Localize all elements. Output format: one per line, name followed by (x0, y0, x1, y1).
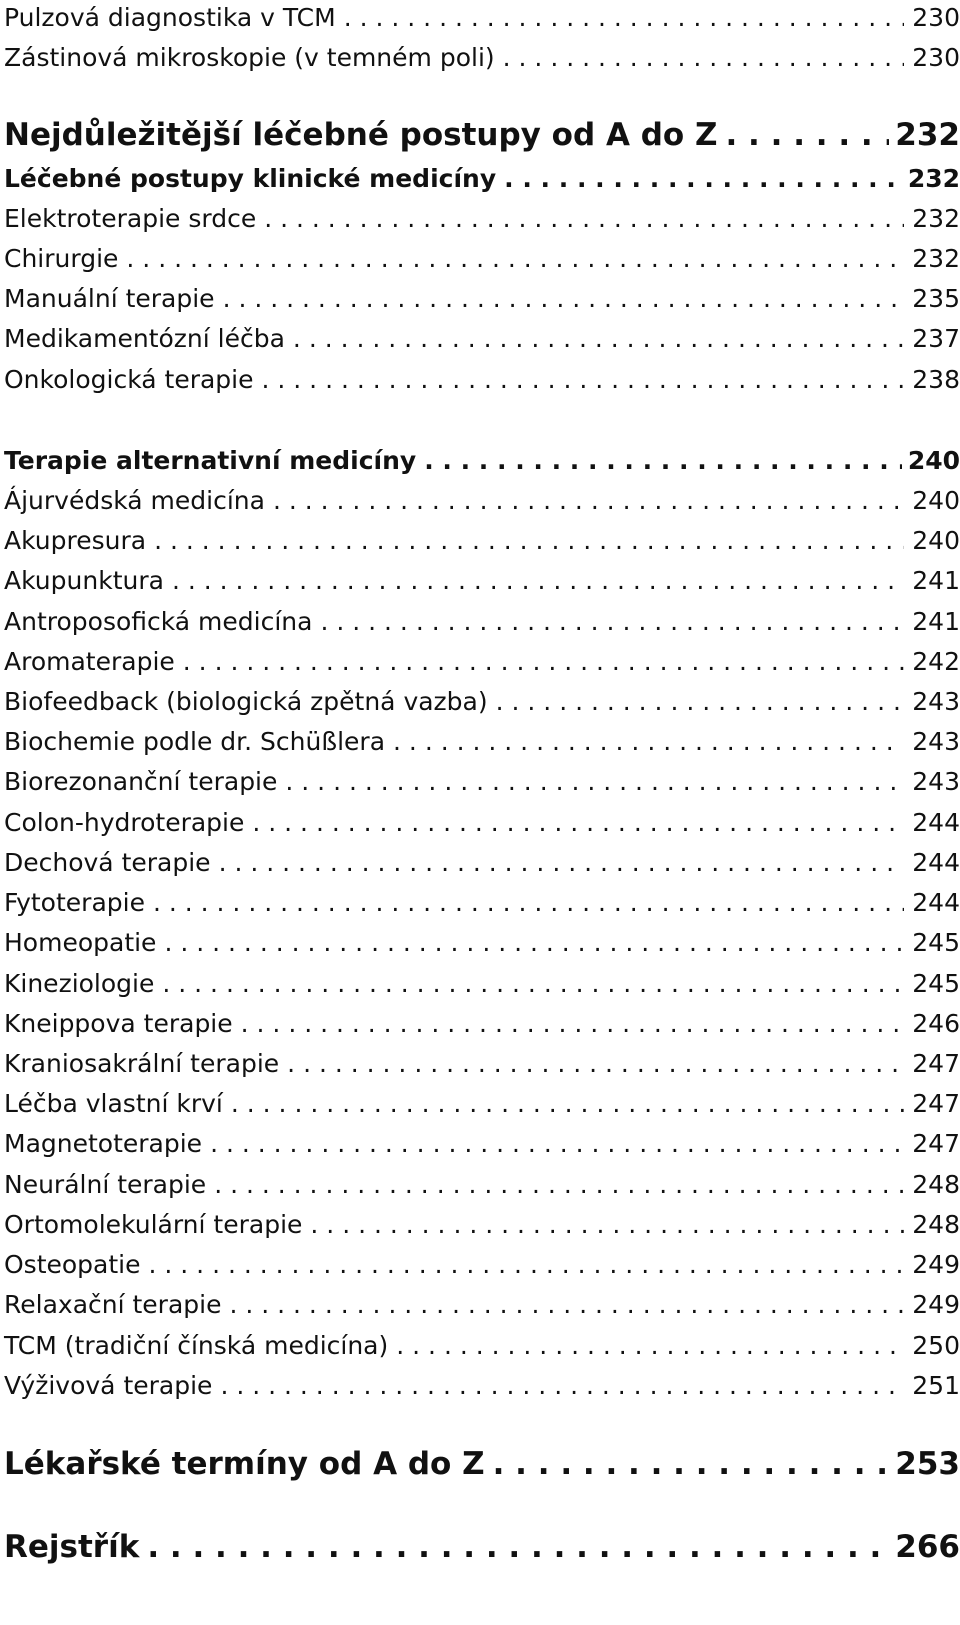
toc-entry[interactable] (4, 1252, 960, 1277)
toc-entry-page: 266 (895, 1529, 960, 1565)
toc-entry-title: Ortomolekulární terapie (4, 1210, 303, 1239)
toc-entry-title: Elektroterapie srdce (4, 204, 257, 233)
toc-entry[interactable] (4, 1051, 960, 1076)
toc-entry-page: 249 (912, 1290, 960, 1319)
toc-entry[interactable] (4, 488, 960, 513)
dot-leader (344, 5, 904, 30)
dot-leader (503, 45, 904, 70)
toc-entry-page: 232 (912, 244, 960, 273)
dot-leader (210, 1131, 904, 1156)
toc-entry-title: Magnetoterapie (4, 1129, 203, 1158)
toc-section-heading[interactable] (4, 117, 960, 153)
toc-entry-page: 248 (912, 1170, 960, 1199)
toc-entry-page: 235 (912, 284, 960, 313)
toc-entry-page: 247 (912, 1089, 960, 1118)
toc-entry-title: Chirurgie (4, 244, 119, 273)
dot-leader (252, 810, 904, 835)
toc-entry-page: 245 (912, 928, 960, 957)
toc-entry[interactable] (4, 930, 960, 955)
dot-leader (162, 971, 904, 996)
toc-entry[interactable] (4, 568, 960, 593)
dot-leader (149, 1252, 905, 1277)
dot-leader (220, 1373, 904, 1398)
toc-entry-page: 245 (912, 969, 960, 998)
toc-entry[interactable] (4, 769, 960, 794)
toc-entry-title: Neurální terapie (4, 1170, 207, 1199)
toc-entry-title: Terapie alternativní medicíny (4, 446, 417, 475)
toc-entry-title: Biofeedback (biologická zpětná vazba) (4, 687, 488, 716)
toc-entry[interactable] (4, 286, 960, 311)
toc-entry-page: 246 (912, 1009, 960, 1038)
toc-entry-page: 247 (912, 1129, 960, 1158)
toc-entry-title: Biorezonanční terapie (4, 767, 278, 796)
toc-entry[interactable] (4, 528, 960, 553)
toc-entry-page: 237 (912, 324, 960, 353)
toc-section-heading[interactable] (4, 1446, 960, 1482)
toc-entry[interactable] (4, 810, 960, 835)
dot-leader (285, 769, 904, 794)
toc-entry-title: Léčba vlastní krví (4, 1089, 223, 1118)
toc-entry-title: Kraniosakrální terapie (4, 1049, 280, 1078)
toc-entry-title: Manuální terapie (4, 284, 215, 313)
toc-entry-page: 250 (912, 1331, 960, 1360)
dot-leader (496, 689, 904, 714)
toc-entry-page: 251 (912, 1371, 960, 1400)
dot-leader (287, 1051, 904, 1076)
dot-leader (214, 1172, 904, 1197)
toc-entry[interactable] (4, 206, 960, 231)
toc-entry-title: Nejdůležitější léčebné postupy od A do Z (4, 117, 718, 153)
dot-leader (223, 286, 904, 311)
dot-leader (126, 246, 904, 271)
toc-entry-title: Onkologická terapie (4, 365, 254, 394)
toc-entry-page: 230 (912, 3, 960, 32)
dot-leader (504, 166, 902, 191)
toc-entry-page: 244 (912, 888, 960, 917)
dot-leader (241, 1011, 904, 1036)
toc-entry-page: 253 (895, 1446, 960, 1482)
toc-entry-page: 240 (912, 526, 960, 555)
toc-entry-title: Rejstřík (4, 1529, 140, 1565)
dot-leader (293, 326, 904, 351)
toc-entry-title: Akupresura (4, 526, 147, 555)
toc-entry-page: 242 (912, 647, 960, 676)
toc-entry-page: 243 (912, 727, 960, 756)
toc-entry-title: Ájurvédská medicína (4, 486, 265, 515)
toc-entry-title: Akupunktura (4, 566, 164, 595)
toc-entry[interactable] (4, 850, 960, 875)
toc-entry-title: Relaxační terapie (4, 1290, 222, 1319)
toc-entry-page: 232 (907, 164, 960, 193)
toc-entry[interactable] (4, 1131, 960, 1156)
toc-entry-title: Osteopatie (4, 1250, 141, 1279)
toc-entry-page: 244 (912, 848, 960, 877)
toc-entry-page: 243 (912, 687, 960, 716)
dot-leader (273, 488, 904, 513)
dot-leader (147, 1532, 889, 1563)
dot-leader (493, 1449, 890, 1480)
toc-entry-page: 238 (912, 365, 960, 394)
toc-entry[interactable] (4, 1011, 960, 1036)
toc-entry[interactable] (4, 729, 960, 754)
toc-entry[interactable] (4, 649, 960, 674)
toc-entry-title: Zástinová mikroskopie (v temném poli) (4, 43, 495, 72)
toc-entry-title: Aromaterapie (4, 647, 175, 676)
dot-leader (396, 1333, 904, 1358)
dot-leader (262, 367, 905, 392)
toc-entry-page: 243 (912, 767, 960, 796)
toc-entry-page: 240 (912, 486, 960, 515)
toc-entry-page: 249 (912, 1250, 960, 1279)
toc-subsection-heading[interactable] (4, 448, 960, 473)
toc-entry[interactable] (4, 689, 960, 714)
toc-entry-title: Lékařské termíny od A do Z (4, 1446, 485, 1482)
toc-entry-page: 241 (912, 566, 960, 595)
dot-leader (172, 568, 904, 593)
toc-entry-title: Léčebné postupy klinické medicíny (4, 164, 497, 193)
toc-entry-page: 248 (912, 1210, 960, 1239)
dot-leader (183, 649, 904, 674)
toc-entry[interactable] (4, 1373, 960, 1398)
toc-entry-title: Colon-hydroterapie (4, 808, 245, 837)
toc-entry[interactable] (4, 246, 960, 271)
dot-leader (219, 850, 904, 875)
dot-leader (310, 1212, 904, 1237)
toc-entry-title: Výživová terapie (4, 1371, 213, 1400)
toc-entry-title: Homeopatie (4, 928, 157, 957)
toc-entry-title: Pulzová diagnostika v TCM (4, 3, 336, 32)
toc-entry[interactable] (4, 1212, 960, 1237)
toc-entry-page: 241 (912, 607, 960, 636)
toc-entry-title: Kineziologie (4, 969, 155, 998)
dot-leader (229, 1292, 904, 1317)
toc-entry-title: Fytoterapie (4, 888, 145, 917)
toc-entry-title: Medikamentózní léčba (4, 324, 285, 353)
toc-entry-page: 240 (907, 446, 960, 475)
dot-leader (264, 206, 904, 231)
toc-entry[interactable] (4, 45, 960, 70)
toc-entry-title: Biochemie podle dr. Schüßlera (4, 727, 386, 756)
dot-leader (725, 120, 889, 151)
toc-entry-title: Dechová terapie (4, 848, 211, 877)
dot-leader (231, 1091, 904, 1116)
toc-entry[interactable] (4, 326, 960, 351)
toc-entry-page: 230 (912, 43, 960, 72)
toc-entry[interactable] (4, 1292, 960, 1317)
toc-entry[interactable] (4, 609, 960, 634)
toc-entry[interactable] (4, 1091, 960, 1116)
toc-entry-page: 244 (912, 808, 960, 837)
toc-entry-page: 247 (912, 1049, 960, 1078)
toc-entry[interactable] (4, 5, 960, 30)
dot-leader (153, 890, 904, 915)
toc-section-heading[interactable] (4, 1529, 960, 1565)
toc-entry-page: 232 (895, 117, 960, 153)
dot-leader (164, 930, 904, 955)
dot-leader (320, 609, 904, 634)
toc-entry[interactable] (4, 1333, 960, 1358)
toc-entry-title: TCM (tradiční čínská medicína) (4, 1331, 389, 1360)
toc-entry[interactable] (4, 1172, 960, 1197)
toc-entry-title: Kneippova terapie (4, 1009, 233, 1038)
dot-leader (424, 448, 902, 473)
toc-entry[interactable] (4, 971, 960, 996)
toc-entry-title: Antroposofická medicína (4, 607, 313, 636)
toc-entry[interactable] (4, 367, 960, 392)
toc-subsection-heading[interactable] (4, 166, 960, 191)
toc-entry[interactable] (4, 890, 960, 915)
dot-leader (154, 528, 904, 553)
dot-leader (393, 729, 904, 754)
toc-entry-page: 232 (912, 204, 960, 233)
